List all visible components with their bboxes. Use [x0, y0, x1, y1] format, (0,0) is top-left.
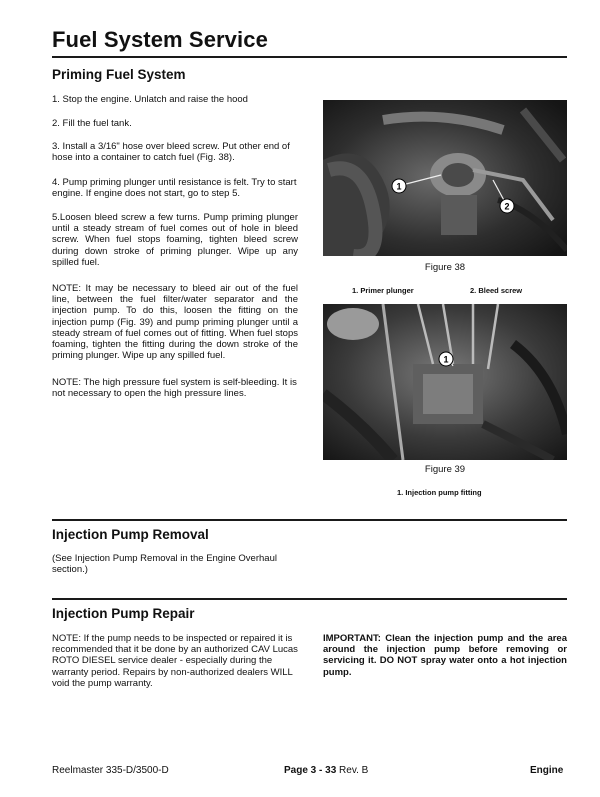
figure-39-callout-1: 1 [443, 354, 449, 365]
figure-39-photo [323, 304, 567, 460]
figure-38-illustration [323, 100, 567, 256]
removal-heading: Injection Pump Removal [52, 527, 209, 542]
figure-39-legend-1: 1. Injection pump fitting [397, 488, 482, 497]
priming-heading: Priming Fuel System [52, 67, 186, 82]
priming-note-1: NOTE: It may be necessary to bleed air out of the fuel line, between the fuel filter/water separator and the injection pump. To do this, loosen the fitting on the injection pump (Fig. 39) and pump priming plunger until a steady stream of fuel comes out of fitting. When fuel stops foaming, tighten the fitting during the down stroke of the priming plunger. Wipe up any spilled fuel. [52, 283, 298, 362]
figure-38-caption: Figure 38 [424, 262, 466, 273]
removal-rule [52, 519, 567, 521]
priming-step-3: 3. Install a 3/16" hose over bleed screw. Put other end of hose into a container to catch fuel (Fig. 38). [52, 141, 290, 164]
title-rule [52, 56, 567, 58]
repair-heading: Injection Pump Repair [52, 606, 195, 621]
footer-manual-title: Reelmaster 335-D/3500-D [52, 765, 169, 776]
figure-38-legend-2: 2. Bleed screw [470, 286, 523, 295]
figure-39-caption: Figure 39 [424, 464, 466, 475]
footer-page [284, 765, 368, 776]
priming-step-4: 4. Pump priming plunger until resistance is felt. Try to start engine. If engine does not start, go to step 5. [52, 177, 297, 200]
priming-step-5: 5.Loosen bleed screw a few turns. Pump priming plunger until a steady stream of fuel comes out of hole in bleed screw. When fuel stops foaming, tighten bleed screw during down stroke of priming plunger. Wipe up any spilled fuel. [52, 212, 298, 268]
priming-step-2: 2. Fill the fuel tank. [52, 118, 132, 129]
figure-38-callout-2: 2 [504, 201, 510, 212]
repair-important: IMPORTANT: Clean the injection pump and the area around the injection pump before removing or servicing it. DO NOT spray water onto a hot injection pump. [323, 633, 567, 678]
footer-page-number: Page 3 - 33 [284, 765, 337, 776]
figure-38-photo [323, 100, 567, 256]
repair-rule [52, 598, 567, 600]
removal-text: (See Injection Pump Removal in the Engine Overhaul section.) [52, 553, 277, 576]
repair-note: NOTE: If the pump needs to be inspected or repaired it is recommended that it be done by an authorized CAV Lucas ROTO DIESEL service dealer - especially during the warranty period. Repairs by non-authorized dealers WILL void the pump warranty. [52, 633, 298, 689]
figure-38-callout-1: 1 [396, 181, 402, 192]
footer-section: Engine [530, 765, 564, 776]
footer-revision: Rev. B [339, 765, 369, 776]
page-title: Fuel System Service [52, 27, 268, 52]
figure-38-legend-1: 1. Primer plunger [352, 286, 414, 295]
priming-note-2: NOTE: The high pressure fuel system is self-bleeding. It is not necessary to open the high pressure lines. [52, 377, 297, 400]
figure-39-illustration [323, 304, 567, 460]
priming-step-1: 1. Stop the engine. Unlatch and raise the hood [52, 94, 248, 105]
